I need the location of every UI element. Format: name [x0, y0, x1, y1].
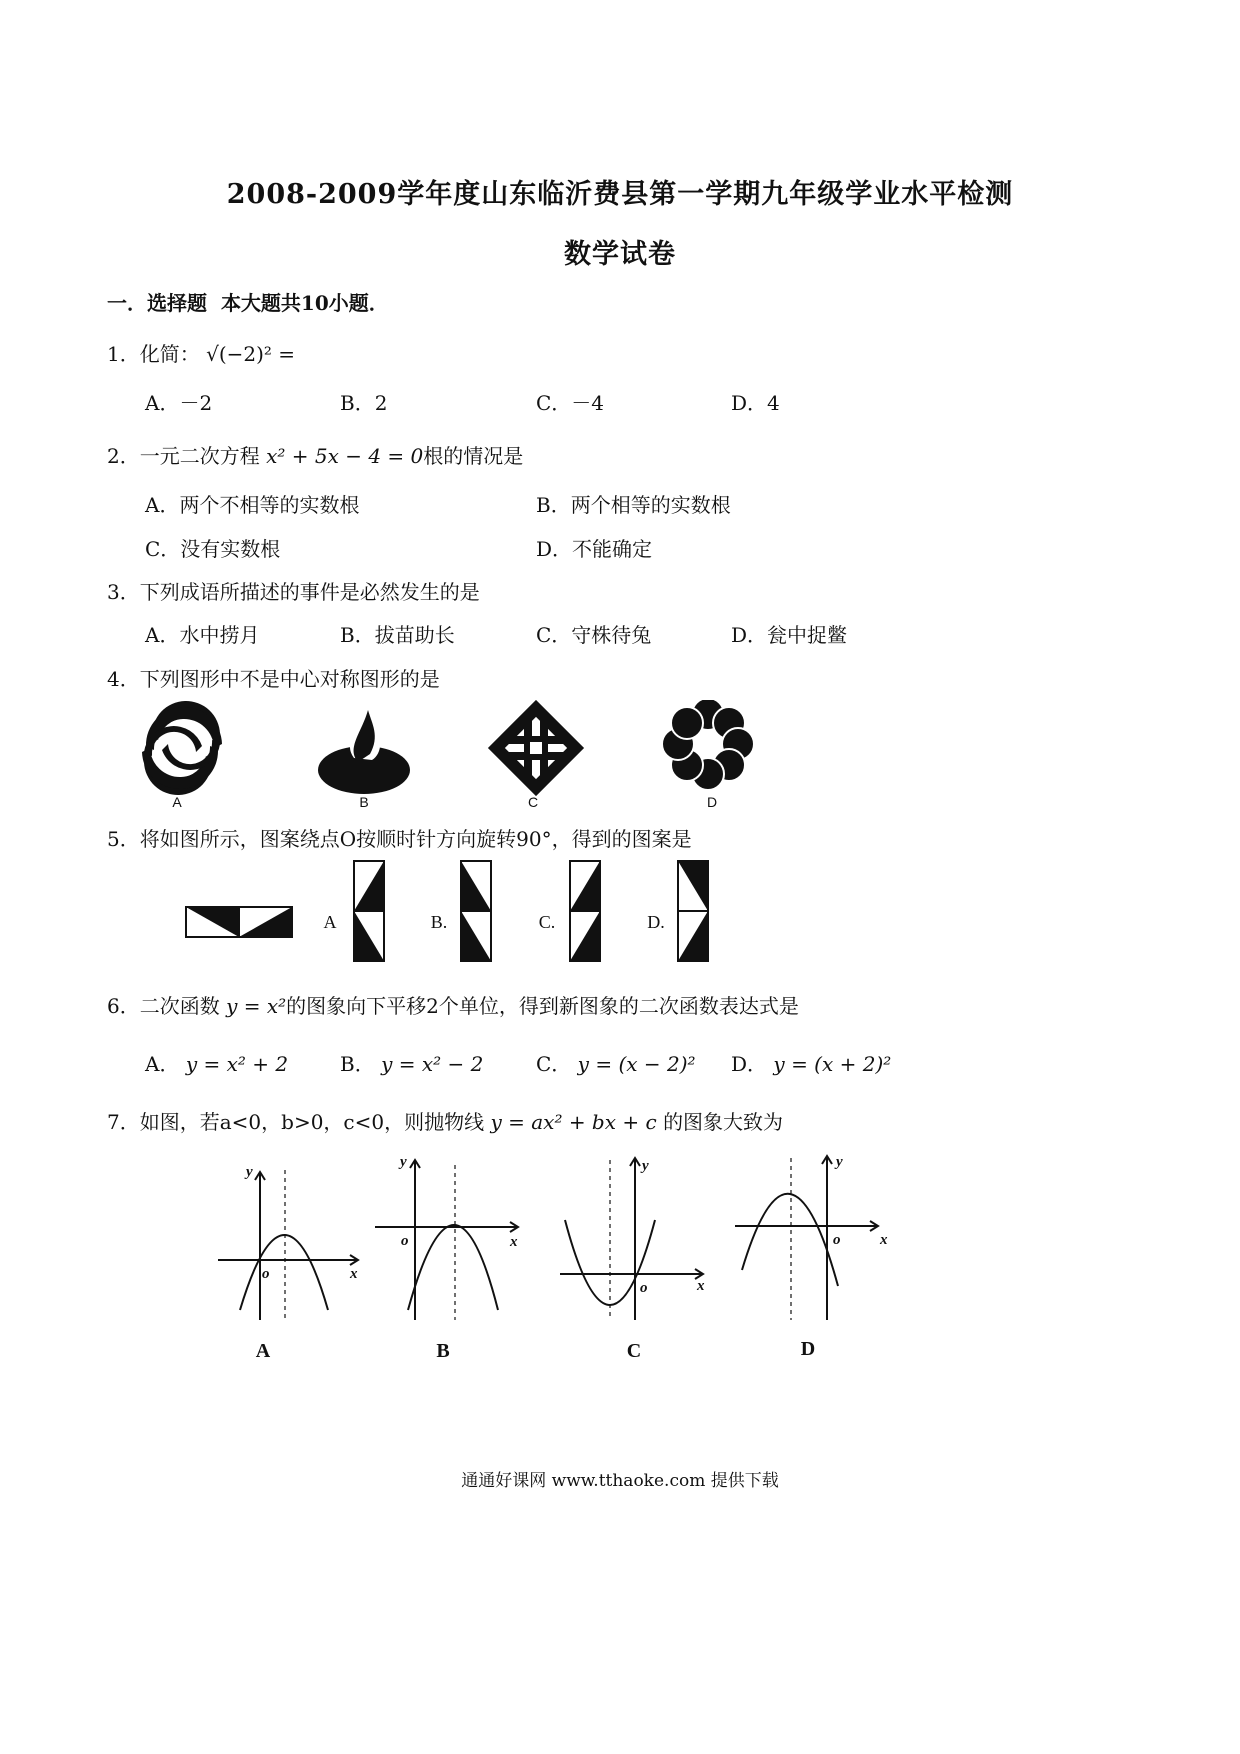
question-number: 5．	[107, 827, 140, 851]
q7-graph-a-x-label: x	[350, 1266, 358, 1282]
q5-option-d-pattern	[678, 861, 708, 961]
section-label: 一．选择题	[107, 291, 207, 315]
question-number: 3．	[107, 580, 140, 604]
question-number: 7．	[107, 1110, 140, 1134]
question-5	[107, 823, 692, 852]
q5-label-b: B.	[430, 912, 448, 932]
q5-option-b-pattern	[461, 861, 491, 961]
option-letter: D．	[731, 1052, 768, 1076]
question-number: 2．	[107, 444, 140, 468]
q7-label-b: B	[436, 1340, 450, 1362]
q4-figure-b	[318, 706, 410, 794]
q5-label-a: A	[323, 912, 337, 932]
question-text-pre: 如图，若	[139, 1110, 220, 1134]
q7-graph-b-x-label: x	[510, 1234, 518, 1250]
q2-option-d: D．不能确定	[536, 537, 653, 561]
q1-option-b: B．2	[340, 391, 388, 415]
q7-graph-a-labels	[244, 1164, 358, 1282]
q4-label-b: B	[359, 794, 369, 810]
q4-label-d: D	[706, 794, 718, 810]
page-title: 2008-2009学年度山东临沂费县第一学期九年级学业水平检测	[226, 179, 1014, 210]
q6-option-c	[536, 1048, 696, 1077]
option-expression: y = x² − 2	[381, 1052, 484, 1076]
question-7	[107, 1106, 783, 1135]
page-subtitle: 数学试卷	[564, 239, 676, 270]
question-text: 下列图形中不是中心对称图形的是	[139, 667, 440, 691]
q7-graph-c-labels	[640, 1158, 705, 1296]
q4-figures	[140, 700, 840, 810]
q5-option-c-pattern	[570, 861, 600, 961]
q7-graph-d	[735, 1156, 878, 1320]
question-expression: x² + 5x − 4 = 0	[266, 444, 424, 468]
q7-graph-d-labels	[833, 1154, 888, 1248]
q4-figure-c	[488, 700, 584, 796]
q4-figure-d	[662, 700, 754, 790]
q7-label-d: D	[800, 1338, 816, 1360]
q2-option-a: A．两个不相等的实数根	[145, 493, 360, 517]
q1-option-d: D．4	[731, 391, 780, 415]
q5-option-a-pattern	[354, 861, 384, 961]
q5-original-pattern	[186, 907, 292, 937]
q7-graph-a-o-label: o	[262, 1266, 270, 1282]
q7-graph-b	[375, 1160, 518, 1320]
question-text-post: 的图象大致为	[663, 1110, 784, 1134]
question-text-pre: 二次函数	[139, 994, 220, 1018]
q7-graph-a	[218, 1170, 358, 1320]
question-expression: y = ax² + bx + c	[490, 1110, 657, 1134]
q3-option-c: C．守株待兔	[536, 623, 652, 647]
question-condition: a<0，b>0，c<0，则抛物线	[219, 1110, 485, 1134]
question-text-pre: 一元二次方程	[139, 444, 260, 468]
q7-label-a: A	[255, 1340, 271, 1362]
q7-graphs	[210, 1150, 910, 1330]
section-heading	[107, 287, 389, 316]
q7-graph-b-o-label: o	[401, 1233, 409, 1249]
q6-option-d	[731, 1048, 891, 1077]
question-number: 6．	[107, 994, 140, 1018]
question-2	[107, 440, 523, 469]
q7-graph-a-y-label: y	[246, 1164, 253, 1180]
q7-graph-d-x-label: x	[880, 1232, 888, 1248]
question-number: 4．	[107, 667, 140, 691]
q7-graph-d-o-label: o	[833, 1232, 841, 1248]
question-expression: y = x²	[226, 994, 287, 1018]
option-expression: y = (x − 2)²	[577, 1052, 696, 1076]
footer-credit: 通通好课网 www.tthaoke.com 提供下载	[461, 1471, 779, 1491]
q7-graph-c-o-label: o	[640, 1280, 648, 1296]
option-letter: C．	[536, 1052, 572, 1076]
question-text-post: 的图象向下平移2个单位，得到新图象的二次函数表达式是	[286, 994, 799, 1018]
question-text-post: 根的情况是	[423, 444, 524, 468]
q7-graph-d-y-label: y	[836, 1154, 843, 1170]
q6-option-b	[340, 1048, 483, 1077]
q3-option-a: A．水中捞月	[145, 623, 260, 647]
q4-label-c: C	[527, 794, 539, 810]
q4-label-a: A	[172, 794, 182, 810]
q5-label-d: D.	[647, 912, 665, 932]
q4-figure-a	[142, 701, 222, 795]
question-text: 将如图所示，图案绕点O按顺时针方向旋转90°，得到的图案是	[139, 827, 692, 851]
q7-graph-c-y-label: y	[642, 1158, 649, 1174]
q1-option-a: A．－2	[145, 391, 213, 415]
option-letter: B．	[340, 1052, 375, 1076]
q7-graph-b-y-label: y	[400, 1154, 407, 1170]
question-3	[107, 576, 480, 605]
question-text: 化简：	[139, 342, 200, 366]
q5-label-c: C.	[538, 912, 556, 932]
q7-label-c: C	[626, 1340, 642, 1362]
q1-option-c: C．－4	[536, 391, 605, 415]
option-expression: y = (x + 2)²	[773, 1052, 892, 1076]
q2-option-c: C．没有实数根	[145, 537, 281, 561]
question-expression: √(−2)² =	[206, 342, 296, 366]
question-text: 下列成语所描述的事件是必然发生的是	[139, 580, 480, 604]
question-1	[107, 338, 295, 367]
option-expression: y = x² + 2	[185, 1052, 289, 1076]
q3-option-b: B．拔苗助长	[340, 623, 455, 647]
question-6	[107, 990, 799, 1019]
option-letter: A．	[145, 1052, 180, 1076]
q7-graph-c	[560, 1158, 703, 1320]
q7-graph-c-x-label: x	[697, 1278, 705, 1294]
q3-option-d: D．瓮中捉鳖	[731, 623, 848, 647]
q2-option-b: B．两个相等的实数根	[536, 493, 731, 517]
q6-option-a	[145, 1048, 288, 1077]
section-desc: 本大题共10小题．	[220, 291, 389, 315]
question-number: 1．	[107, 342, 140, 366]
question-4	[107, 663, 440, 692]
